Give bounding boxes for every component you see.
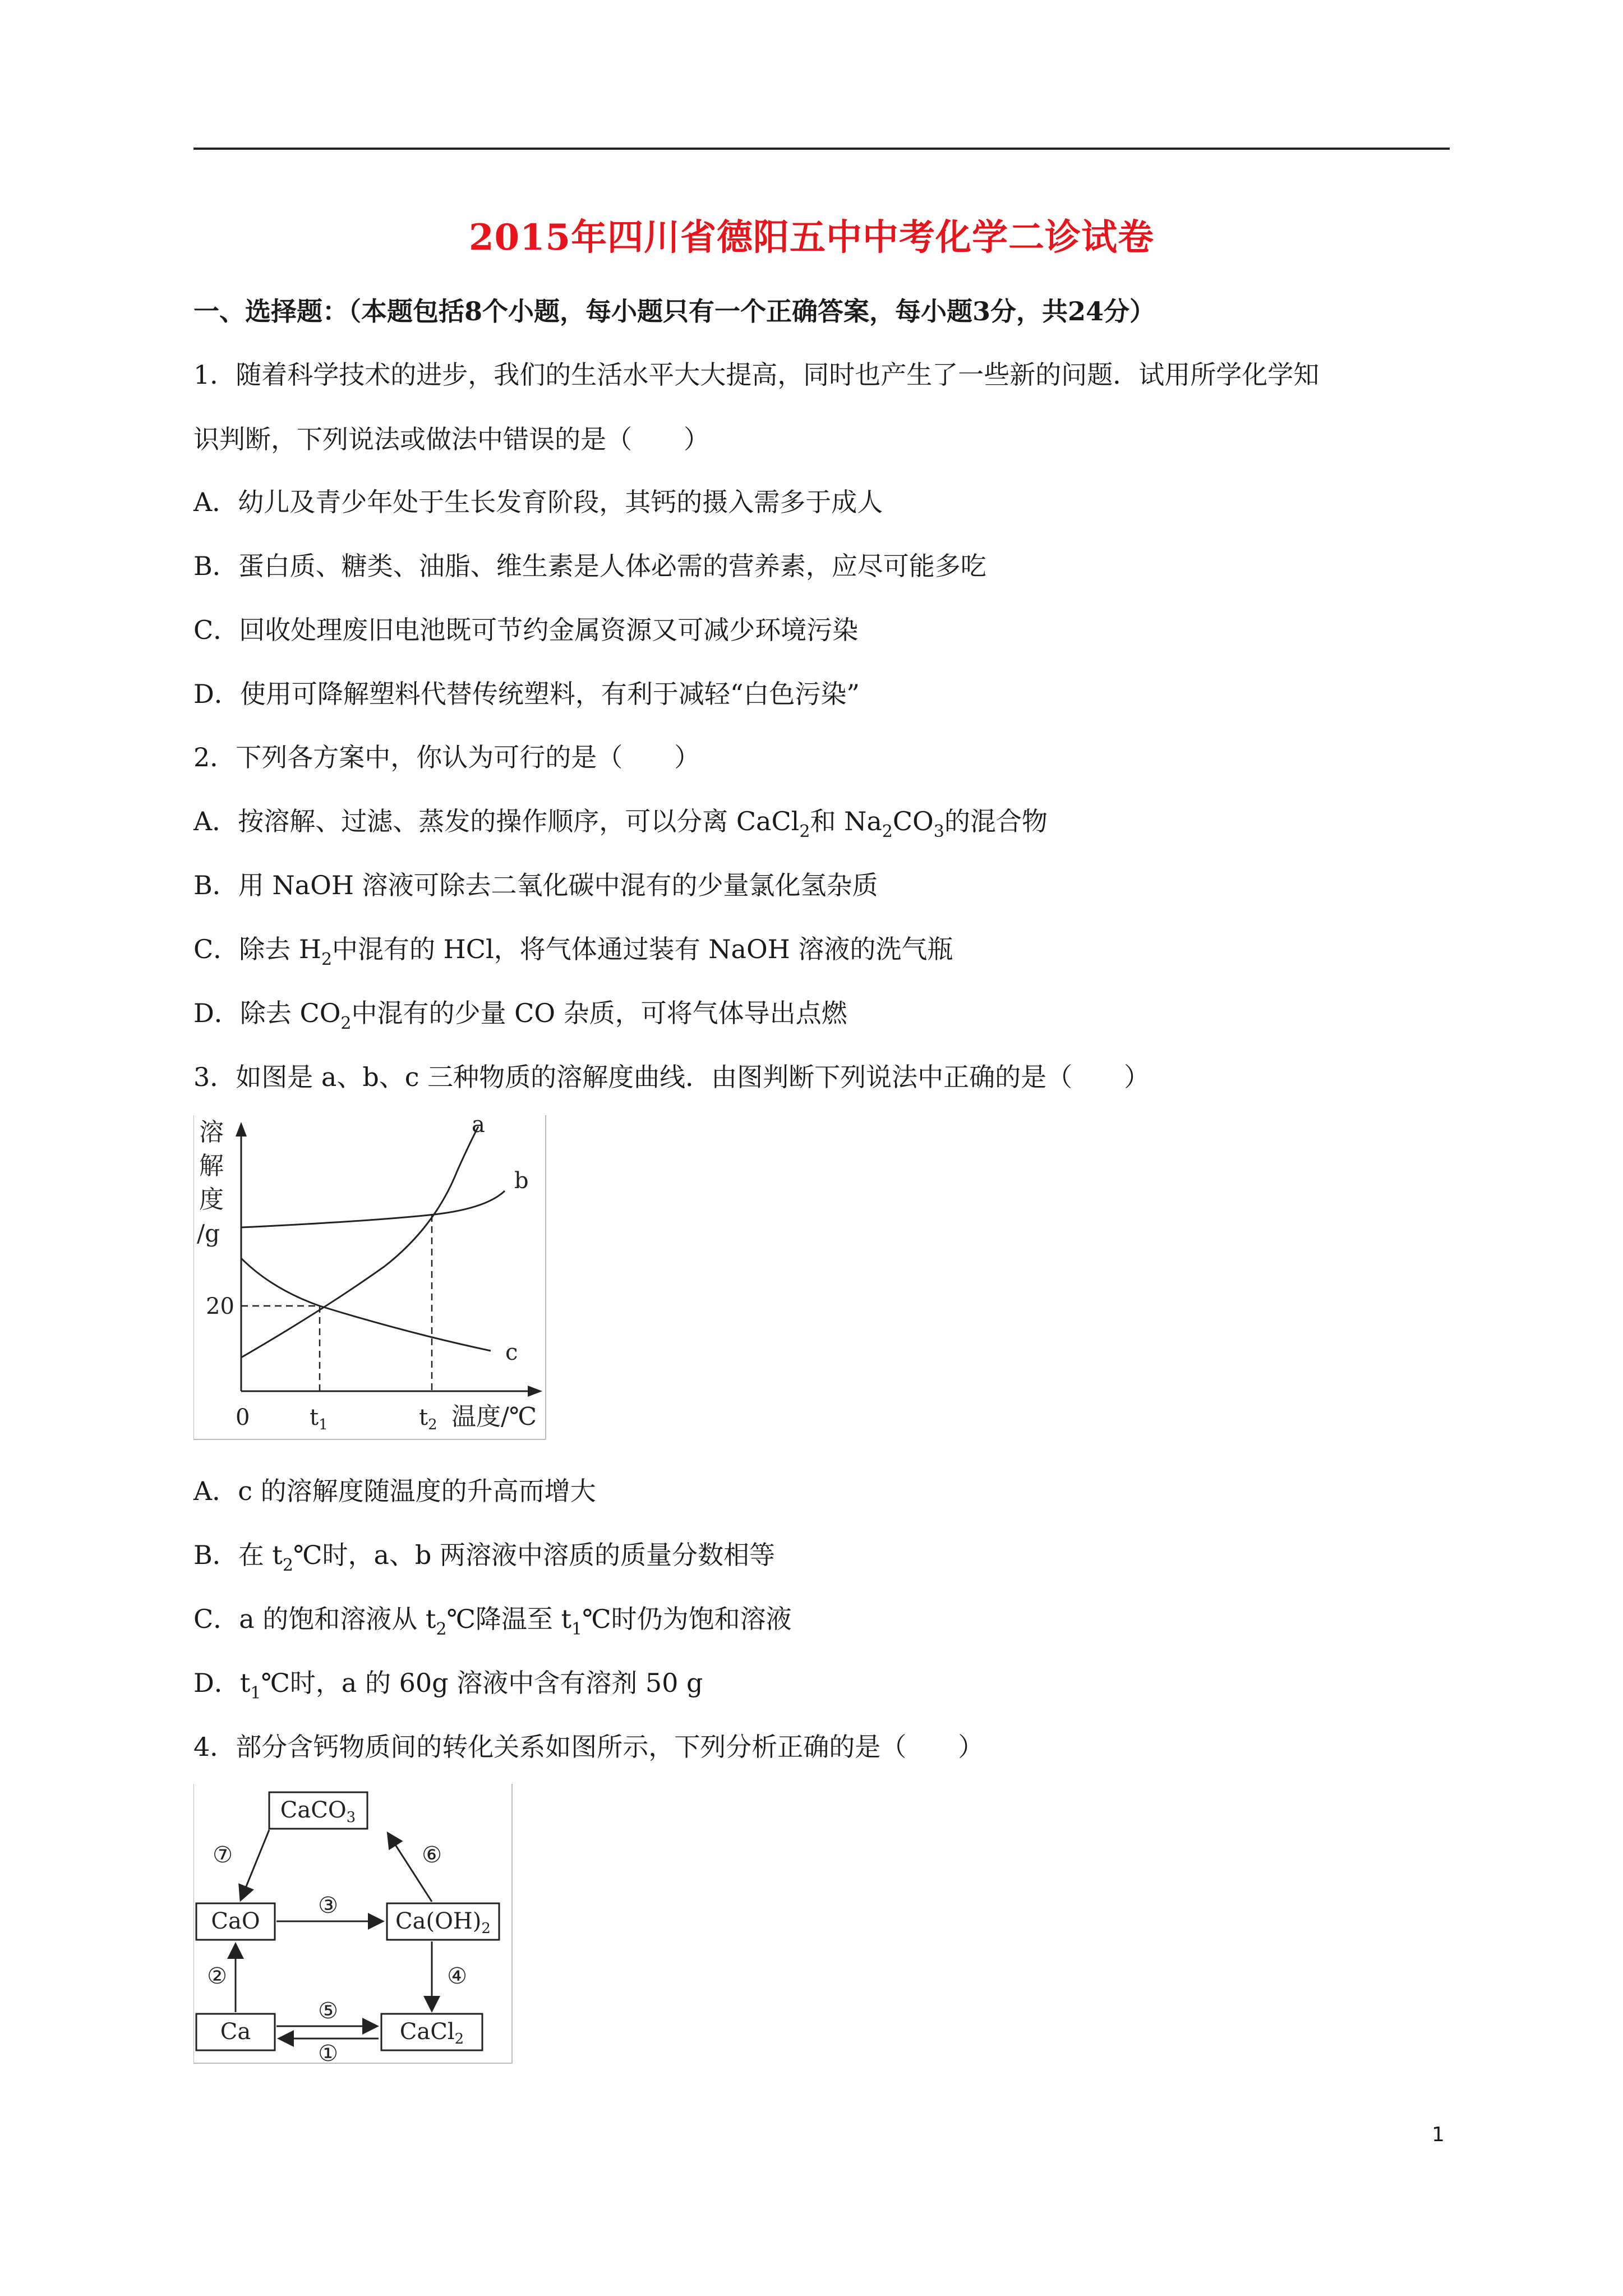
x-axis-label: 温度/℃ bbox=[451, 1402, 537, 1431]
y-tick-20: 20 bbox=[206, 1294, 234, 1319]
curve-b-label: b bbox=[514, 1168, 529, 1194]
y-label-2: 解 bbox=[199, 1152, 224, 1180]
calcium-conversion-diagram bbox=[193, 1784, 516, 2064]
step-1-label: ① bbox=[318, 2041, 338, 2064]
q2c-sub-1: 2 bbox=[321, 950, 333, 969]
q2a-sub-1: 2 bbox=[799, 822, 810, 841]
q2a-text-3: CO bbox=[892, 806, 934, 836]
caoh2-label bbox=[395, 1908, 491, 1937]
q3-option-b bbox=[193, 1538, 775, 1582]
q3c-text-3: ℃时仍为饱和溶液 bbox=[582, 1604, 792, 1634]
ca-label: Ca bbox=[220, 2019, 251, 2045]
caco3-sub: 3 bbox=[346, 1809, 356, 1826]
x-tick-t2-main: t bbox=[419, 1405, 428, 1430]
step-6-label: ⑥ bbox=[422, 1842, 442, 1868]
section-heading: 一、选择题：（本题包括8个小题，每小题只有一个正确答案，每小题3分，共24分） bbox=[193, 296, 1156, 326]
q2d-text-2: 中混有的少量 CO 杂质，可将气体导出点燃 bbox=[351, 998, 847, 1028]
step-4-label: ④ bbox=[447, 1963, 467, 1989]
q3d-text-2: ℃时，a 的 60g 溶液中含有溶剂 50 g bbox=[261, 1668, 703, 1698]
caco3-main: CaCO bbox=[280, 1797, 347, 1823]
x-tick-t1 bbox=[310, 1405, 328, 1433]
y-label-1: 溶 bbox=[199, 1118, 224, 1147]
q2c-text-2: 中混有的 HCl，将气体通过装有 NaOH 溶液的洗气瓶 bbox=[332, 934, 953, 964]
y-label-3: 度 bbox=[199, 1185, 224, 1214]
q1-option-c: C．回收处理废旧电池既可节约金属资源又可减少环境污染 bbox=[193, 615, 859, 645]
q1-option-d: D．使用可降解塑料代替传统塑料，有利于减轻“白色污染” bbox=[193, 679, 860, 709]
solubility-curve-figure bbox=[193, 1115, 552, 1441]
x-tick-t1-main: t bbox=[310, 1405, 319, 1430]
x-tick-t1-sub: 1 bbox=[319, 1416, 328, 1433]
q3b-text-2: ℃时，a、b 两溶液中溶质的质量分数相等 bbox=[293, 1540, 775, 1570]
step-7-label: ⑦ bbox=[213, 1842, 233, 1868]
caoh2-sub: 2 bbox=[481, 1920, 491, 1937]
q2-option-b: B．用 NaOH 溶液可除去二氧化碳中混有的少量氯化氢杂质 bbox=[193, 870, 878, 900]
step-5-label: ⑤ bbox=[318, 1998, 338, 2024]
q2d-sub-1: 2 bbox=[340, 1014, 352, 1033]
x-tick-t2 bbox=[419, 1405, 437, 1433]
q3c-text-2: ℃降温至 t bbox=[446, 1604, 572, 1634]
q2-option-d bbox=[193, 996, 847, 1041]
q2a-text-1: A．按溶解、过滤、蒸发的操作顺序，可以分离 CaCl bbox=[193, 806, 800, 836]
q3-stem: 3．如图是 a、b、c 三种物质的溶解度曲线．由图判断下列说法中正确的是（ ） bbox=[193, 1062, 1150, 1092]
curve-c bbox=[241, 1258, 491, 1351]
q1-stem-line2: 识判断，下列说法或做法中错误的是（ ） bbox=[193, 424, 709, 454]
q4-stem: 4．部分含钙物质间的转化关系如图所示，下列分析正确的是（ ） bbox=[193, 1732, 984, 1762]
q2a-sub-3: 3 bbox=[933, 822, 944, 841]
cao-label: CaO bbox=[211, 1908, 260, 1934]
caoh2-main: Ca(OH) bbox=[395, 1908, 482, 1934]
caco3-label bbox=[280, 1797, 356, 1826]
curve-a-label: a bbox=[472, 1115, 485, 1138]
q1-option-a: A．幼儿及青少年处于生长发育阶段，其钙的摄入需多于成人 bbox=[193, 487, 883, 517]
origin-label: 0 bbox=[236, 1405, 250, 1430]
q1-option-b: B．蛋白质、糖类、油脂、维生素是人体必需的营养素，应尽可能多吃 bbox=[193, 551, 986, 581]
cacl2-main: CaCl bbox=[399, 2019, 455, 2045]
q3c-text-1: C．a 的饱和溶液从 t bbox=[193, 1604, 436, 1634]
q3c-sub-1: 2 bbox=[436, 1619, 447, 1639]
q3c-sub-2: 1 bbox=[571, 1619, 583, 1639]
q3d-text-1: D．t bbox=[193, 1668, 251, 1698]
q3-option-a: A．c 的溶解度随温度的升高而增大 bbox=[193, 1476, 596, 1506]
paper-title: 2015年四川省德阳五中中考化学二诊试卷 bbox=[468, 217, 1155, 259]
step-3-label: ③ bbox=[318, 1893, 338, 1918]
curve-b bbox=[241, 1191, 505, 1227]
q3-option-d bbox=[193, 1666, 703, 1710]
page-number: 1 bbox=[1432, 2123, 1445, 2146]
y-label-4: /g bbox=[197, 1220, 220, 1247]
x-axis-arrow bbox=[528, 1386, 542, 1397]
q2a-text-2: 和 Na bbox=[810, 806, 882, 836]
q2c-text-1: C．除去 H bbox=[193, 934, 321, 964]
cacl2-sub: 2 bbox=[454, 2031, 464, 2047]
q1-stem-line1: 1．随着科学技术的进步，我们的生活水平大大提高，同时也产生了一些新的问题．试用所学化学知 bbox=[193, 360, 1320, 390]
q3-option-c bbox=[193, 1602, 792, 1646]
step-2-label: ② bbox=[207, 1963, 227, 1989]
q3d-sub-1: 1 bbox=[250, 1683, 261, 1703]
q2-stem: 2．下列各方案中，你认为可行的是（ ） bbox=[193, 742, 700, 772]
curve-a bbox=[241, 1126, 478, 1358]
cacl2-label bbox=[400, 2019, 464, 2047]
x-tick-t2-sub: 2 bbox=[428, 1416, 437, 1433]
header-rule bbox=[193, 148, 1450, 150]
q3b-sub-1: 2 bbox=[282, 1556, 294, 1575]
q2-option-a bbox=[193, 804, 1048, 849]
q2-option-c bbox=[193, 932, 953, 977]
arrow-7 bbox=[241, 1830, 269, 1899]
q2a-sub-2: 2 bbox=[882, 822, 893, 841]
q3b-text-1: B．在 t bbox=[193, 1540, 283, 1570]
curve-c-label: c bbox=[505, 1340, 518, 1365]
q2a-text-4: 的混合物 bbox=[944, 806, 1048, 836]
q2d-text-1: D．除去 CO bbox=[193, 998, 341, 1028]
y-axis-arrow bbox=[236, 1122, 247, 1137]
